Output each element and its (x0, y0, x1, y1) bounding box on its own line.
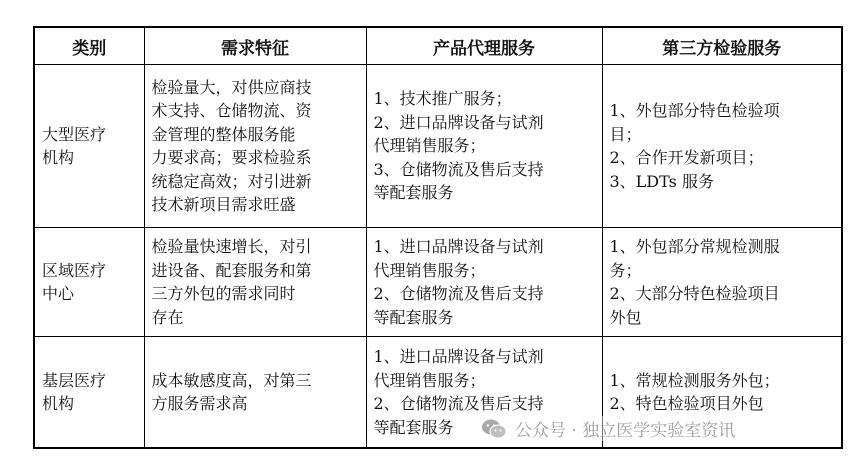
cell-line: 2、特色检验项目外包 (609, 394, 764, 413)
cell-line: 3、仓储物流及售后支持 (373, 159, 544, 179)
cell-line: 三方外包的需求同时 (151, 284, 296, 303)
watermark (478, 416, 738, 441)
cell-line: 2、合作开发新项目； (609, 148, 764, 167)
cell-line: 进设备、配套服务和第 (151, 260, 312, 280)
cell-line: 2、大部分特色检验项目 (609, 284, 780, 303)
cell-line: 大型医疗 (42, 124, 107, 144)
cell-line: 统稳定高效；对引进新 (151, 171, 312, 191)
cell-line: 术支持、仓储物流、资 (151, 101, 312, 120)
cell-line: 区域医疗 (42, 260, 107, 280)
cell-line: 1、外包部分特色检验项 (609, 101, 780, 120)
cell-line: 基层医疗 (42, 370, 107, 390)
cell-demand (144, 337, 366, 449)
cell-third-party (602, 228, 842, 337)
wechat-icon (481, 418, 507, 440)
header-category: 类别 (34, 27, 144, 65)
cell-line: 中心 (42, 284, 75, 303)
cell-line: 技术新项目需求旺盛 (151, 195, 296, 214)
cell-demand (144, 65, 366, 228)
cell-line: 存在 (151, 307, 184, 327)
cell-line: 1、常规检测服务外包； (609, 370, 780, 390)
header-agency: 产品代理服务 (366, 27, 602, 65)
cell-line: 机构 (42, 394, 75, 413)
cell-line: 2、进口品牌设备与试剂 (373, 112, 544, 132)
cell-third-party (602, 65, 842, 228)
cell-line: 务； (609, 260, 642, 280)
cell-line: 外包 (609, 307, 642, 327)
cell-line: 1、外包部分常规检测服 (609, 237, 780, 256)
cell-line: 代理销售服务； (373, 136, 486, 156)
cell-line: 3、LDTs 服务 (609, 171, 714, 191)
cell-agency (366, 65, 602, 228)
cell-line: 方服务需求高 (151, 394, 248, 413)
watermark-text: 公众号 · 独立医学实验室资讯 (515, 421, 736, 441)
cell-line: 目； (609, 124, 642, 144)
cell-category (34, 65, 144, 228)
cell-line: 机构 (42, 148, 75, 167)
header-third-party: 第三方检验服务 (602, 27, 842, 65)
table-row (34, 228, 842, 337)
cell-line: 等配套服务 (373, 417, 454, 437)
cell-line: 1、进口品牌设备与试剂 (373, 347, 544, 366)
cell-line: 检验量大，对供应商技 (151, 77, 312, 97)
table-row (34, 65, 842, 228)
cell-line: 2、仓储物流及售后支持 (373, 394, 544, 413)
cell-category (34, 337, 144, 449)
header-demand: 需求特征 (144, 27, 366, 65)
cell-demand (144, 228, 366, 337)
cell-line: 代理销售服务； (373, 260, 486, 280)
cell-line: 等配套服务 (373, 307, 454, 327)
table-header-row (34, 27, 842, 65)
cell-line: 1、进口品牌设备与试剂 (373, 237, 544, 256)
cell-line: 代理销售服务； (373, 370, 486, 390)
cell-line: 2、仓储物流及售后支持 (373, 284, 544, 303)
cell-line: 成本敏感度高，对第三 (151, 370, 312, 390)
cell-line: 等配套服务 (373, 183, 454, 203)
cell-line: 金管理的整体服务能 (151, 124, 296, 144)
cell-line: 1、技术推广服务； (373, 89, 512, 109)
cell-agency (366, 228, 602, 337)
requirements-table (33, 26, 843, 449)
cell-line: 检验量快速增长，对引 (151, 237, 312, 256)
cell-line: 力要求高；要求检验系 (151, 148, 312, 167)
cell-category (34, 228, 144, 337)
